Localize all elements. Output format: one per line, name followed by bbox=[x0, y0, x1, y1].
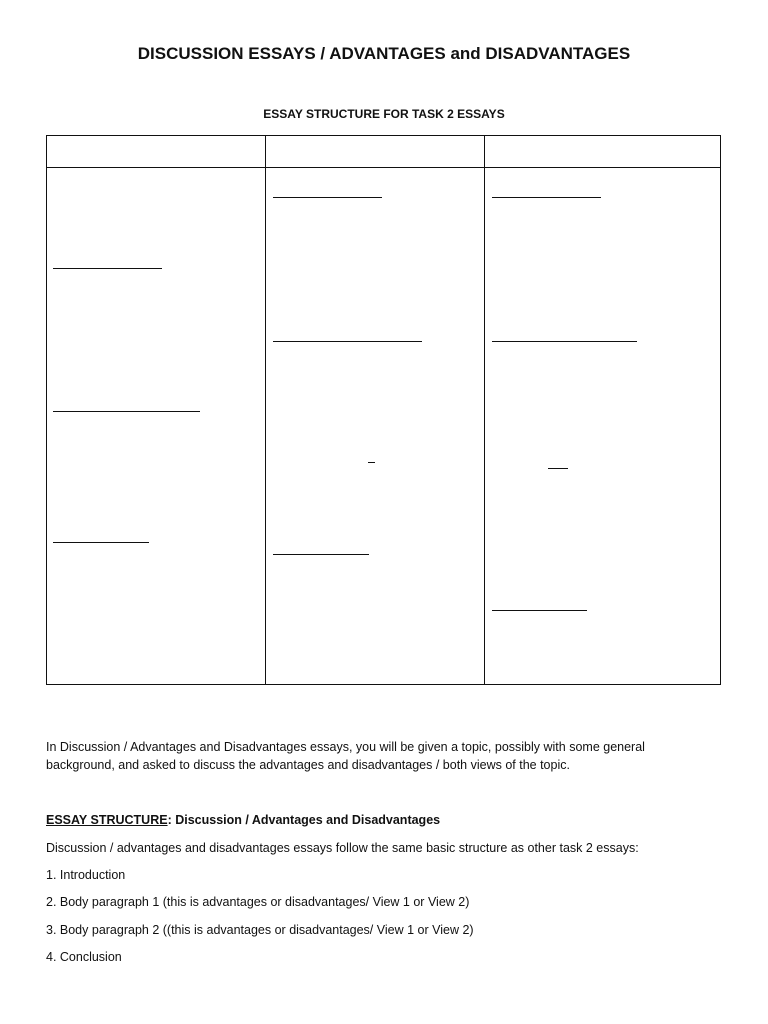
fill-in-blank[interactable] bbox=[492, 197, 601, 198]
table-header-cell-2[interactable] bbox=[266, 136, 484, 167]
fill-in-blank[interactable] bbox=[548, 468, 568, 469]
section-heading-underlined: ESSAY STRUCTURE bbox=[46, 813, 168, 827]
table-header-cell-3[interactable] bbox=[485, 136, 720, 167]
fill-in-blank[interactable] bbox=[53, 268, 162, 269]
column-divider-1 bbox=[265, 136, 266, 684]
list-item: 1. Introduction bbox=[46, 868, 126, 882]
section-heading-rest: : Discussion / Advantages and Disadvantages bbox=[167, 813, 441, 827]
section-heading bbox=[46, 811, 440, 829]
table-header-cell-1[interactable] bbox=[47, 136, 265, 167]
list-item: 2. Body paragraph 1 (this is advantages or disadvantages/ View 1 or View 2) bbox=[46, 895, 470, 909]
fill-in-blank[interactable] bbox=[368, 462, 375, 463]
section-lead: Discussion / advantages and disadvantages essays follow the same basic structure as other task 2 essays: bbox=[46, 841, 639, 855]
fill-in-blank[interactable] bbox=[53, 411, 200, 412]
essay-structure-table bbox=[46, 135, 721, 685]
page-title: DISCUSSION ESSAYS / ADVANTAGES and DISADVANTAGES bbox=[137, 44, 631, 63]
fill-in-blank[interactable] bbox=[492, 341, 637, 342]
fill-in-blank[interactable] bbox=[53, 542, 149, 543]
list-item: 3. Body paragraph 2 ((this is advantages or disadvantages/ View 1 or View 2) bbox=[46, 923, 474, 937]
intro-paragraph: In Discussion / Advantages and Disadvantages essays, you will be given a topic, possibly with some general background, and asked to discuss the advantages and disadvantages / both views of the topic. bbox=[46, 740, 645, 772]
table-caption: ESSAY STRUCTURE FOR TASK 2 ESSAYS bbox=[263, 107, 505, 121]
fill-in-blank[interactable] bbox=[273, 197, 382, 198]
list-item: 4. Conclusion bbox=[46, 950, 122, 964]
fill-in-blank[interactable] bbox=[273, 554, 369, 555]
fill-in-blank[interactable] bbox=[273, 341, 422, 342]
column-divider-2 bbox=[484, 136, 485, 684]
fill-in-blank[interactable] bbox=[492, 610, 587, 611]
header-row-divider bbox=[47, 167, 720, 168]
